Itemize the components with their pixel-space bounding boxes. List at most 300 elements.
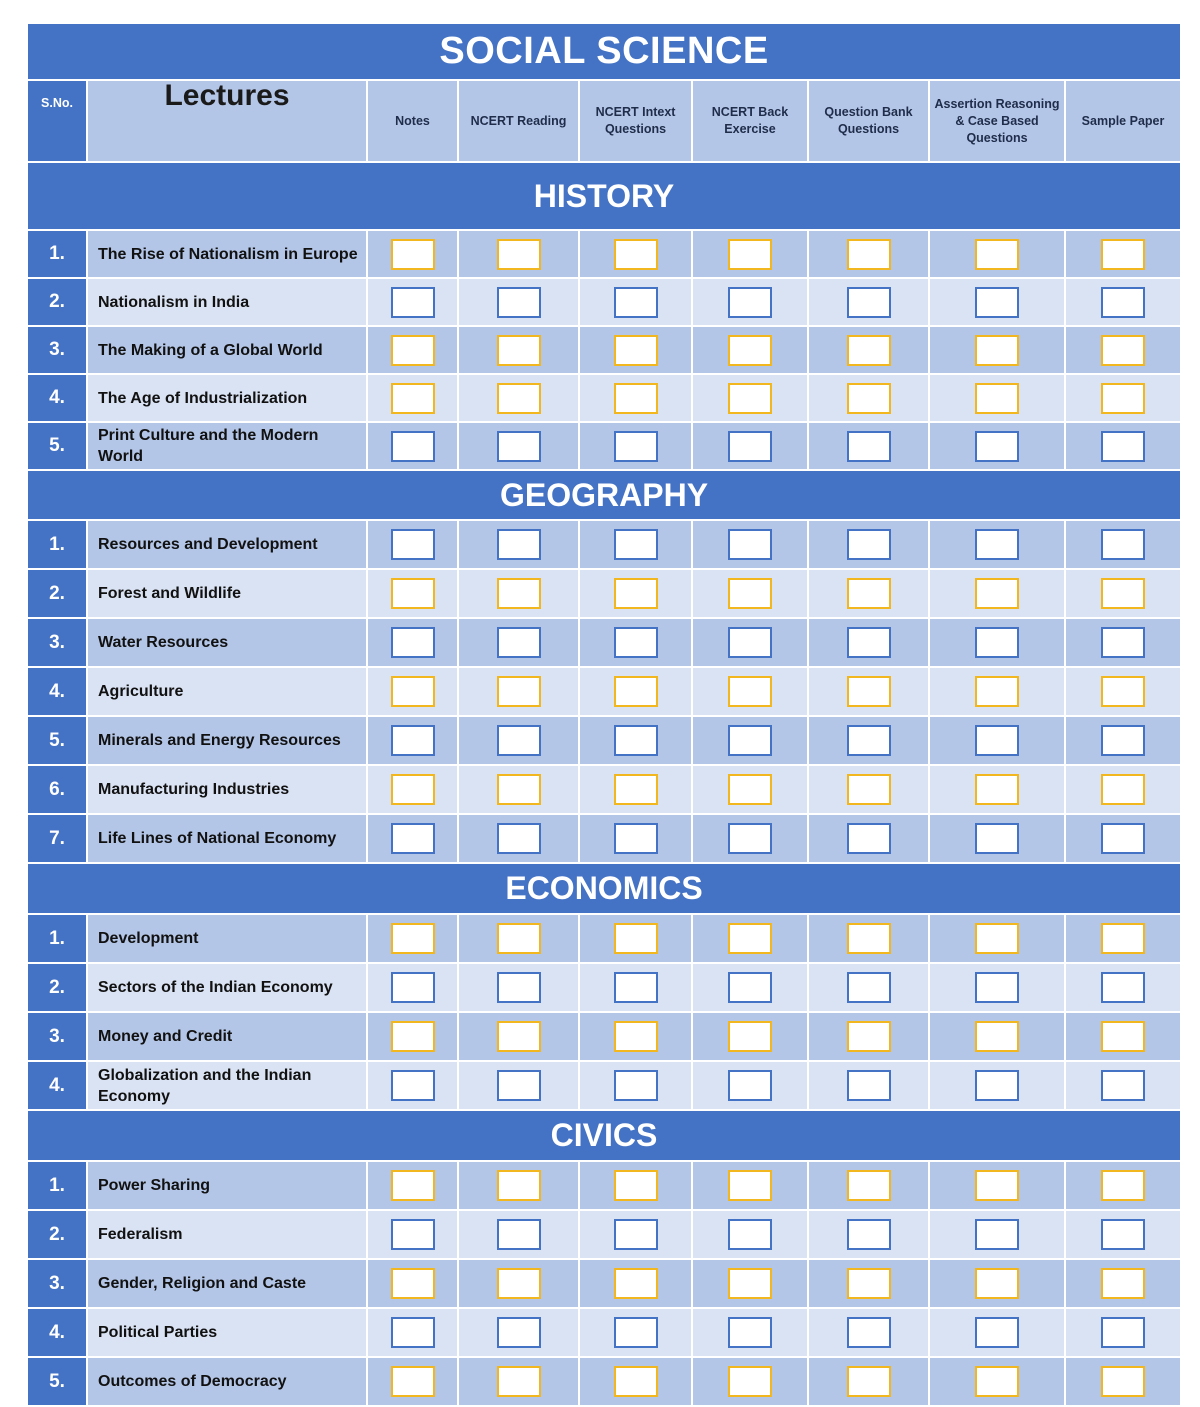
checkbox-cell (367, 814, 458, 863)
progress-checkbox[interactable] (1101, 627, 1145, 658)
progress-checkbox[interactable] (728, 383, 772, 414)
checkbox-cell (1065, 374, 1181, 422)
progress-checkbox[interactable] (391, 972, 435, 1003)
progress-checkbox[interactable] (847, 923, 891, 954)
progress-checkbox[interactable] (497, 1317, 541, 1348)
row-number: 2. (27, 1210, 87, 1259)
lecture-name: Forest and Wildlife (87, 569, 367, 618)
checkbox-cell (367, 716, 458, 765)
progress-checkbox[interactable] (1101, 239, 1145, 270)
checkbox-cell (808, 1259, 929, 1308)
progress-checkbox[interactable] (391, 239, 435, 270)
progress-checkbox[interactable] (614, 529, 658, 560)
checkbox-cell (692, 278, 808, 326)
progress-checkbox[interactable] (391, 1268, 435, 1299)
checkbox-cell (367, 1210, 458, 1259)
progress-checkbox[interactable] (847, 383, 891, 414)
progress-checkbox[interactable] (391, 1021, 435, 1052)
table-row (27, 765, 1181, 814)
checkbox-cell (692, 230, 808, 278)
checklist-table (26, 22, 1182, 1407)
progress-checkbox[interactable] (728, 1070, 772, 1101)
progress-checkbox[interactable] (1101, 287, 1145, 318)
progress-checkbox[interactable] (847, 239, 891, 270)
progress-checkbox[interactable] (975, 239, 1019, 270)
lecture-name: Political Parties (87, 1308, 367, 1357)
progress-checkbox[interactable] (728, 972, 772, 1003)
checkbox-cell (367, 667, 458, 716)
progress-checkbox[interactable] (614, 287, 658, 318)
checkbox-cell (1065, 278, 1181, 326)
progress-checkbox[interactable] (1101, 1219, 1145, 1250)
table-row (27, 326, 1181, 374)
progress-checkbox[interactable] (1101, 335, 1145, 366)
progress-checkbox[interactable] (847, 1170, 891, 1201)
checkbox-cell (367, 569, 458, 618)
checkbox-cell (367, 1259, 458, 1308)
progress-checkbox[interactable] (1101, 823, 1145, 854)
checkbox-cell (1065, 520, 1181, 569)
progress-checkbox[interactable] (614, 1219, 658, 1250)
checkbox-cell (458, 667, 579, 716)
progress-checkbox[interactable] (1101, 578, 1145, 609)
progress-checkbox[interactable] (614, 923, 658, 954)
progress-checkbox[interactable] (728, 287, 772, 318)
checkbox-cell (692, 716, 808, 765)
progress-checkbox[interactable] (614, 1070, 658, 1101)
table-row (27, 1259, 1181, 1308)
row-number: 5. (27, 716, 87, 765)
row-number: 3. (27, 618, 87, 667)
checkbox-cell (1065, 230, 1181, 278)
checkbox-cell (458, 230, 579, 278)
progress-checkbox[interactable] (391, 431, 435, 462)
checkbox-cell (458, 618, 579, 667)
progress-checkbox[interactable] (614, 578, 658, 609)
checkbox-cell (929, 374, 1065, 422)
lecture-name: Life Lines of National Economy (87, 814, 367, 863)
checkbox-cell (808, 1061, 929, 1110)
progress-checkbox[interactable] (497, 431, 541, 462)
progress-checkbox[interactable] (614, 774, 658, 805)
checkbox-cell (1065, 422, 1181, 470)
checkbox-cell (808, 618, 929, 667)
progress-checkbox[interactable] (728, 774, 772, 805)
checkbox-cell (692, 1061, 808, 1110)
table-row (27, 230, 1181, 278)
section-title: HISTORY (27, 162, 1181, 230)
checkbox-cell (808, 422, 929, 470)
checkbox-cell (1065, 765, 1181, 814)
progress-checkbox[interactable] (728, 627, 772, 658)
table-row (27, 814, 1181, 863)
checkbox-cell (808, 1357, 929, 1406)
progress-checkbox[interactable] (497, 239, 541, 270)
progress-checkbox[interactable] (614, 239, 658, 270)
checkbox-cell (692, 667, 808, 716)
progress-checkbox[interactable] (847, 627, 891, 658)
checkbox-cell (1065, 1308, 1181, 1357)
checkbox-cell (1065, 618, 1181, 667)
progress-checkbox[interactable] (975, 529, 1019, 560)
progress-checkbox[interactable] (614, 823, 658, 854)
progress-checkbox[interactable] (1101, 1268, 1145, 1299)
table-row (27, 1161, 1181, 1210)
table-row (27, 1308, 1181, 1357)
progress-checkbox[interactable] (497, 578, 541, 609)
progress-checkbox[interactable] (497, 1366, 541, 1397)
row-number: 1. (27, 1161, 87, 1210)
checkbox-cell (458, 1259, 579, 1308)
lecture-name: Power Sharing (87, 1161, 367, 1210)
lecture-name: Globalization and the Indian Economy (87, 1061, 367, 1110)
title-row (27, 23, 1181, 80)
progress-checkbox[interactable] (975, 1268, 1019, 1299)
progress-checkbox[interactable] (391, 823, 435, 854)
progress-checkbox[interactable] (975, 1317, 1019, 1348)
checkbox-cell (929, 520, 1065, 569)
progress-checkbox[interactable] (614, 431, 658, 462)
checkbox-cell (458, 914, 579, 963)
table-row (27, 667, 1181, 716)
row-number: 2. (27, 963, 87, 1012)
progress-checkbox[interactable] (614, 1021, 658, 1052)
progress-checkbox[interactable] (497, 1268, 541, 1299)
checkbox-cell (579, 569, 692, 618)
lecture-name: Money and Credit (87, 1012, 367, 1061)
header-row (27, 80, 1181, 162)
row-number: 4. (27, 1308, 87, 1357)
checkbox-cell (929, 914, 1065, 963)
checkbox-cell (579, 422, 692, 470)
progress-checkbox[interactable] (975, 627, 1019, 658)
progress-checkbox[interactable] (728, 431, 772, 462)
progress-checkbox[interactable] (391, 287, 435, 318)
progress-checkbox[interactable] (847, 578, 891, 609)
progress-checkbox[interactable] (391, 627, 435, 658)
progress-checkbox[interactable] (1101, 676, 1145, 707)
progress-checkbox[interactable] (497, 1170, 541, 1201)
progress-checkbox[interactable] (497, 627, 541, 658)
lecture-name: Nationalism in India (87, 278, 367, 326)
section-header-row (27, 1110, 1181, 1161)
checkbox-cell (929, 618, 1065, 667)
progress-checkbox[interactable] (1101, 972, 1145, 1003)
progress-checkbox[interactable] (975, 972, 1019, 1003)
checkbox-cell (579, 914, 692, 963)
lecture-name: Gender, Religion and Caste (87, 1259, 367, 1308)
progress-checkbox[interactable] (728, 1170, 772, 1201)
progress-checkbox[interactable] (975, 383, 1019, 414)
checkbox-cell (579, 230, 692, 278)
progress-checkbox[interactable] (391, 383, 435, 414)
checkbox-cell (458, 716, 579, 765)
lecture-name: Sectors of the Indian Economy (87, 963, 367, 1012)
progress-checkbox[interactable] (614, 383, 658, 414)
progress-checkbox[interactable] (975, 1021, 1019, 1052)
progress-checkbox[interactable] (1101, 431, 1145, 462)
checkbox-cell (458, 569, 579, 618)
progress-checkbox[interactable] (391, 676, 435, 707)
checkbox-cell (808, 1210, 929, 1259)
checkbox-cell (367, 278, 458, 326)
progress-checkbox[interactable] (975, 676, 1019, 707)
progress-checkbox[interactable] (497, 383, 541, 414)
checkbox-cell (692, 374, 808, 422)
progress-checkbox[interactable] (1101, 1317, 1145, 1348)
section-title: ECONOMICS (27, 863, 1181, 914)
checkbox-cell (692, 326, 808, 374)
progress-checkbox[interactable] (391, 1317, 435, 1348)
progress-checkbox[interactable] (614, 1366, 658, 1397)
progress-checkbox[interactable] (847, 1070, 891, 1101)
checkbox-cell (929, 1357, 1065, 1406)
progress-checkbox[interactable] (975, 431, 1019, 462)
progress-checkbox[interactable] (391, 1366, 435, 1397)
checkbox-cell (579, 1259, 692, 1308)
progress-checkbox[interactable] (847, 1366, 891, 1397)
checkbox-cell (458, 520, 579, 569)
checkbox-cell (367, 963, 458, 1012)
progress-checkbox[interactable] (728, 578, 772, 609)
section-header-row (27, 162, 1181, 230)
lecture-name: Minerals and Energy Resources (87, 716, 367, 765)
progress-checkbox[interactable] (847, 335, 891, 366)
progress-checkbox[interactable] (975, 823, 1019, 854)
checkbox-cell (929, 230, 1065, 278)
checkbox-cell (579, 1012, 692, 1061)
checkbox-cell (1065, 667, 1181, 716)
progress-checkbox[interactable] (975, 774, 1019, 805)
checkbox-cell (579, 520, 692, 569)
progress-checkbox[interactable] (1101, 774, 1145, 805)
progress-checkbox[interactable] (1101, 1170, 1145, 1201)
checkbox-cell (367, 1161, 458, 1210)
progress-checkbox[interactable] (497, 335, 541, 366)
table-row (27, 422, 1181, 470)
progress-checkbox[interactable] (975, 1070, 1019, 1101)
progress-checkbox[interactable] (497, 1070, 541, 1101)
table-row (27, 1061, 1181, 1110)
progress-checkbox[interactable] (728, 1268, 772, 1299)
progress-checkbox[interactable] (847, 1021, 891, 1052)
checkbox-cell (929, 326, 1065, 374)
lecture-name: Water Resources (87, 618, 367, 667)
column-header-ncert-reading: NCERT Reading (458, 80, 579, 162)
progress-checkbox[interactable] (1101, 383, 1145, 414)
progress-checkbox[interactable] (391, 725, 435, 756)
checkbox-cell (808, 963, 929, 1012)
progress-checkbox[interactable] (1101, 1021, 1145, 1052)
checkbox-cell (808, 520, 929, 569)
progress-checkbox[interactable] (497, 529, 541, 560)
progress-checkbox[interactable] (728, 1219, 772, 1250)
progress-checkbox[interactable] (1101, 923, 1145, 954)
progress-checkbox[interactable] (497, 923, 541, 954)
progress-checkbox[interactable] (1101, 1070, 1145, 1101)
progress-checkbox[interactable] (497, 676, 541, 707)
checkbox-cell (367, 618, 458, 667)
progress-checkbox[interactable] (847, 823, 891, 854)
checkbox-cell (579, 1161, 692, 1210)
checkbox-cell (1065, 326, 1181, 374)
checkbox-cell (458, 278, 579, 326)
progress-checkbox[interactable] (847, 676, 891, 707)
checkbox-cell (808, 667, 929, 716)
checkbox-cell (929, 667, 1065, 716)
progress-checkbox[interactable] (391, 578, 435, 609)
checkbox-cell (1065, 1210, 1181, 1259)
progress-checkbox[interactable] (728, 725, 772, 756)
lecture-name: Manufacturing Industries (87, 765, 367, 814)
row-number: 4. (27, 374, 87, 422)
progress-checkbox[interactable] (1101, 725, 1145, 756)
progress-checkbox[interactable] (728, 823, 772, 854)
checkbox-cell (692, 1259, 808, 1308)
lecture-name: Federalism (87, 1210, 367, 1259)
progress-checkbox[interactable] (497, 1219, 541, 1250)
column-header-sample-paper: Sample Paper (1065, 80, 1181, 162)
column-header-ncert-back-exercise: NCERT Back Exercise (692, 80, 808, 162)
table-row (27, 1210, 1181, 1259)
progress-checkbox[interactable] (728, 1021, 772, 1052)
progress-checkbox[interactable] (614, 725, 658, 756)
lecture-name: Development (87, 914, 367, 963)
checkbox-cell (692, 765, 808, 814)
progress-checkbox[interactable] (975, 578, 1019, 609)
checkbox-cell (458, 326, 579, 374)
checkbox-cell (692, 963, 808, 1012)
progress-checkbox[interactable] (391, 1170, 435, 1201)
checkbox-cell (367, 520, 458, 569)
progress-checkbox[interactable] (497, 972, 541, 1003)
progress-checkbox[interactable] (975, 725, 1019, 756)
checkbox-cell (458, 1061, 579, 1110)
checkbox-cell (808, 1308, 929, 1357)
checkbox-cell (1065, 914, 1181, 963)
progress-checkbox[interactable] (391, 1070, 435, 1101)
checkbox-cell (458, 1308, 579, 1357)
progress-checkbox[interactable] (614, 1317, 658, 1348)
progress-checkbox[interactable] (497, 725, 541, 756)
checkbox-cell (579, 1061, 692, 1110)
row-number: 4. (27, 667, 87, 716)
progress-checkbox[interactable] (1101, 529, 1145, 560)
progress-checkbox[interactable] (847, 1268, 891, 1299)
row-number: 2. (27, 278, 87, 326)
checkbox-cell (929, 765, 1065, 814)
progress-checkbox[interactable] (1101, 1366, 1145, 1397)
lecture-name: The Rise of Nationalism in Europe (87, 230, 367, 278)
lecture-name: Agriculture (87, 667, 367, 716)
progress-checkbox[interactable] (728, 1366, 772, 1397)
checkbox-cell (692, 422, 808, 470)
progress-checkbox[interactable] (728, 923, 772, 954)
progress-checkbox[interactable] (391, 774, 435, 805)
progress-checkbox[interactable] (614, 972, 658, 1003)
progress-checkbox[interactable] (847, 1219, 891, 1250)
checkbox-cell (808, 765, 929, 814)
progress-checkbox[interactable] (614, 627, 658, 658)
progress-checkbox[interactable] (728, 335, 772, 366)
checkbox-cell (367, 1308, 458, 1357)
checkbox-cell (1065, 1357, 1181, 1406)
checkbox-cell (458, 422, 579, 470)
checkbox-cell (929, 1308, 1065, 1357)
checkbox-cell (808, 1161, 929, 1210)
checkbox-cell (929, 1061, 1065, 1110)
progress-checkbox[interactable] (975, 1366, 1019, 1397)
checkbox-cell (929, 814, 1065, 863)
progress-checkbox[interactable] (614, 1170, 658, 1201)
progress-checkbox[interactable] (847, 287, 891, 318)
progress-checkbox[interactable] (975, 1219, 1019, 1250)
checkbox-cell (458, 765, 579, 814)
progress-checkbox[interactable] (391, 335, 435, 366)
progress-checkbox[interactable] (847, 529, 891, 560)
progress-checkbox[interactable] (614, 676, 658, 707)
checkbox-cell (458, 814, 579, 863)
checkbox-cell (808, 569, 929, 618)
progress-checkbox[interactable] (497, 1021, 541, 1052)
progress-checkbox[interactable] (975, 287, 1019, 318)
lecture-name: The Making of a Global World (87, 326, 367, 374)
checkbox-cell (1065, 1061, 1181, 1110)
column-header-assertion-case: Assertion Reasoning & Case Based Questions (929, 80, 1065, 162)
checkbox-cell (929, 278, 1065, 326)
progress-checkbox[interactable] (391, 1219, 435, 1250)
progress-checkbox[interactable] (497, 287, 541, 318)
progress-checkbox[interactable] (497, 774, 541, 805)
sno-header: S.No. (27, 80, 87, 162)
progress-checkbox[interactable] (728, 239, 772, 270)
checkbox-cell (808, 716, 929, 765)
progress-checkbox[interactable] (614, 1268, 658, 1299)
progress-checkbox[interactable] (975, 923, 1019, 954)
column-header-ncert-intext: NCERT Intext Questions (579, 80, 692, 162)
section-title: GEOGRAPHY (27, 470, 1181, 520)
checkbox-cell (579, 963, 692, 1012)
progress-checkbox[interactable] (728, 1317, 772, 1348)
row-number: 3. (27, 1012, 87, 1061)
checkbox-cell (1065, 716, 1181, 765)
checkbox-cell (458, 1161, 579, 1210)
progress-checkbox[interactable] (847, 774, 891, 805)
progress-checkbox[interactable] (614, 335, 658, 366)
progress-checkbox[interactable] (391, 529, 435, 560)
progress-checkbox[interactable] (728, 529, 772, 560)
progress-checkbox[interactable] (728, 676, 772, 707)
checkbox-cell (808, 374, 929, 422)
progress-checkbox[interactable] (391, 923, 435, 954)
lecture-name: Print Culture and the Modern World (87, 422, 367, 470)
checkbox-cell (458, 963, 579, 1012)
progress-checkbox[interactable] (847, 431, 891, 462)
progress-checkbox[interactable] (497, 823, 541, 854)
column-header-notes: Notes (367, 80, 458, 162)
progress-checkbox[interactable] (975, 1170, 1019, 1201)
checkbox-cell (367, 326, 458, 374)
checkbox-cell (458, 374, 579, 422)
checkbox-cell (692, 1012, 808, 1061)
checkbox-cell (367, 1357, 458, 1406)
progress-checkbox[interactable] (847, 972, 891, 1003)
progress-checkbox[interactable] (847, 725, 891, 756)
checkbox-cell (692, 914, 808, 963)
progress-checkbox[interactable] (847, 1317, 891, 1348)
progress-checkbox[interactable] (975, 335, 1019, 366)
table-row (27, 1012, 1181, 1061)
